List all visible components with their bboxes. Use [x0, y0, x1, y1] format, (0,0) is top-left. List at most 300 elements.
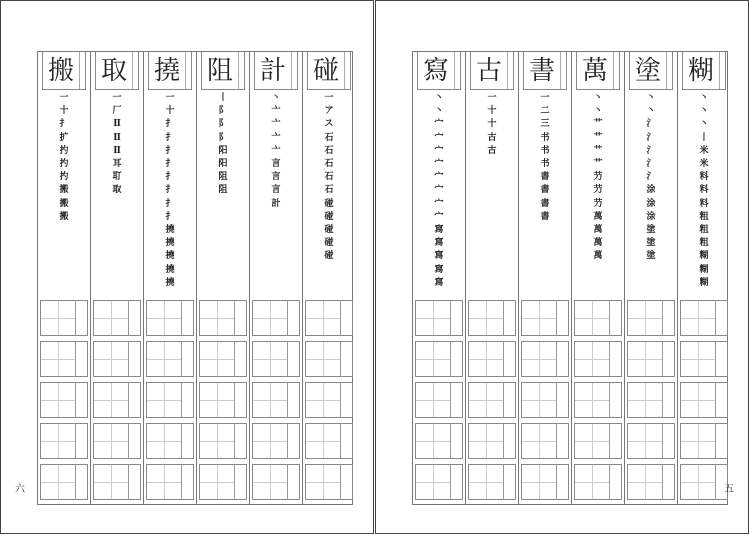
character-header-box: [417, 52, 461, 90]
stroke-step: 书: [540, 159, 550, 170]
right-practice-grid: [412, 51, 728, 505]
practice-box[interactable]: [627, 464, 675, 500]
stroke-step: 耳: [112, 159, 122, 170]
practice-box[interactable]: [40, 423, 88, 459]
character-header-box: [523, 52, 567, 90]
practice-box[interactable]: [468, 341, 516, 377]
model-character: 古: [471, 52, 508, 89]
stroke-step: 一: [487, 93, 497, 103]
stroke-step: 搬: [59, 185, 69, 196]
writing-square[interactable]: [416, 342, 451, 376]
character-header-box: [470, 52, 514, 90]
stroke-step: 碰: [324, 198, 334, 209]
practice-box[interactable]: [680, 341, 728, 377]
practice-box[interactable]: [40, 464, 88, 500]
practice-box[interactable]: [680, 423, 728, 459]
practice-box[interactable]: [199, 341, 247, 377]
character-header-box: [682, 52, 726, 90]
stroke-step: 石: [324, 172, 334, 183]
writing-square[interactable]: [628, 342, 663, 376]
stroke-step: 碰: [324, 225, 334, 236]
practice-box[interactable]: [521, 382, 569, 418]
stroke-step: 塗: [646, 225, 656, 236]
stroke-step: 萬: [593, 211, 603, 222]
model-character: 萬: [577, 52, 614, 89]
stroke-order-sequence: [250, 92, 302, 211]
practice-box[interactable]: [574, 382, 622, 418]
right-page-number: 五: [724, 484, 734, 495]
writing-square[interactable]: [200, 342, 235, 376]
writing-square[interactable]: [681, 465, 716, 499]
writing-square[interactable]: [253, 424, 288, 458]
stroke-step: 寫: [434, 264, 444, 275]
stroke-order-column: [218, 92, 227, 198]
stroke-order-sequence: [572, 92, 624, 264]
practice-box[interactable]: [627, 300, 675, 336]
stroke-order-sequence: [144, 92, 196, 290]
stroke-step: 書: [540, 172, 550, 183]
stroke-step: 搬: [59, 211, 69, 222]
stroke-step: 三: [540, 119, 550, 130]
character-column: [465, 52, 518, 504]
character-column: [143, 52, 196, 504]
character-column: [196, 52, 249, 504]
stroke-step: 十: [59, 106, 69, 117]
stroke-step: 扚: [59, 172, 69, 183]
character-header-box: [576, 52, 620, 90]
stroke-step: 料: [699, 198, 709, 209]
stroke-step: 米: [699, 145, 709, 156]
practice-box[interactable]: [468, 382, 516, 418]
writing-square[interactable]: [200, 465, 235, 499]
stroke-step: 阳: [218, 159, 228, 170]
practice-box[interactable]: [521, 464, 569, 500]
model-character: 撓: [149, 52, 186, 89]
stroke-step: 丶: [699, 106, 709, 117]
character-header-box: [254, 52, 298, 90]
writing-square[interactable]: [575, 465, 610, 499]
practice-box[interactable]: [199, 464, 247, 500]
practice-box[interactable]: [93, 423, 141, 459]
stroke-step: 料: [699, 172, 709, 183]
writing-square[interactable]: [253, 301, 288, 335]
character-column: [90, 52, 143, 504]
stroke-step: 萬: [593, 251, 603, 262]
stroke-step: 古: [487, 145, 497, 156]
stroke-step: 丶: [699, 93, 709, 103]
stroke-order-column: [59, 92, 68, 224]
stroke-step: 石: [324, 145, 334, 156]
writing-square[interactable]: [253, 465, 288, 499]
stroke-step: 言: [271, 172, 281, 183]
writing-square[interactable]: [469, 301, 504, 335]
writing-square[interactable]: [416, 424, 451, 458]
stroke-step: 亠: [271, 106, 281, 117]
stroke-step: 一: [165, 93, 175, 103]
practice-box[interactable]: [146, 300, 194, 336]
stroke-step: 十: [487, 119, 497, 130]
model-character: 阻: [202, 52, 239, 89]
stroke-step: 言: [271, 159, 281, 170]
writing-square[interactable]: [253, 342, 288, 376]
stroke-step: 撓: [165, 264, 175, 275]
writing-square[interactable]: [681, 383, 716, 417]
stroke-step: 撓: [165, 251, 175, 262]
character-header-box: [148, 52, 192, 90]
writing-square[interactable]: [41, 424, 76, 458]
character-column: [624, 52, 677, 504]
practice-box[interactable]: [252, 341, 300, 377]
writing-square[interactable]: [200, 301, 235, 335]
stroke-step: 米: [699, 159, 709, 170]
practice-box[interactable]: [40, 341, 88, 377]
stroke-step: 扚: [59, 145, 69, 156]
stroke-order-sequence: [413, 92, 465, 290]
stroke-step: 厂: [112, 106, 122, 117]
writing-square[interactable]: [628, 424, 663, 458]
writing-square[interactable]: [628, 301, 663, 335]
stroke-step: 萬: [593, 238, 603, 249]
character-column: [37, 52, 90, 504]
writing-square[interactable]: [628, 383, 663, 417]
practice-box[interactable]: [93, 341, 141, 377]
writing-square[interactable]: [306, 465, 341, 499]
stroke-step: 一: [324, 93, 334, 103]
writing-square[interactable]: [681, 301, 716, 335]
practice-box[interactable]: [468, 464, 516, 500]
practice-box[interactable]: [305, 382, 353, 418]
stroke-step: 芀: [593, 185, 603, 196]
practice-box[interactable]: [521, 341, 569, 377]
writing-square[interactable]: [94, 424, 129, 458]
stroke-step: 丨: [699, 132, 709, 143]
stroke-step: 艹: [593, 119, 603, 130]
stroke-order-sequence: [38, 92, 90, 224]
writing-square[interactable]: [94, 342, 129, 376]
stroke-step: 丶: [646, 93, 656, 103]
writing-square[interactable]: [469, 342, 504, 376]
stroke-step: 艹: [593, 159, 603, 170]
stroke-step: 亠: [271, 132, 281, 143]
stroke-step: 宀: [434, 185, 444, 196]
stroke-step: 塗: [646, 238, 656, 249]
stroke-step: Ⅱ: [113, 119, 121, 130]
stroke-step: 寫: [434, 225, 444, 236]
stroke-step: 丶: [434, 106, 444, 117]
writing-square[interactable]: [575, 342, 610, 376]
writing-square[interactable]: [681, 424, 716, 458]
writing-square[interactable]: [306, 383, 341, 417]
stroke-step: 扌: [165, 211, 175, 222]
stroke-step: ス: [324, 119, 334, 130]
stroke-step: 十: [487, 106, 497, 117]
stroke-step: 撓: [165, 277, 175, 288]
stroke-step: 耵: [112, 172, 122, 183]
practice-box[interactable]: [146, 382, 194, 418]
stroke-step: 丨: [218, 93, 228, 103]
stroke-step: 氵: [646, 172, 656, 183]
practice-box[interactable]: [252, 464, 300, 500]
writing-square[interactable]: [469, 424, 504, 458]
stroke-order-sequence: [625, 92, 677, 264]
model-character: 寫: [418, 52, 455, 89]
stroke-step: 寫: [434, 277, 444, 288]
character-column: [302, 52, 355, 504]
practice-box[interactable]: [415, 382, 463, 418]
stroke-step: 萬: [593, 225, 603, 236]
writing-square[interactable]: [41, 342, 76, 376]
stroke-order-column: [646, 92, 655, 264]
stroke-step: 宀: [434, 198, 444, 209]
stroke-step: 撓: [165, 238, 175, 249]
stroke-step: 扌: [165, 132, 175, 143]
practice-box[interactable]: [574, 464, 622, 500]
stroke-step: 涂: [646, 185, 656, 196]
stroke-order-column: [699, 92, 708, 290]
stroke-step: 料: [699, 185, 709, 196]
stroke-step: 計: [271, 198, 281, 209]
stroke-step: 二: [540, 106, 550, 117]
stroke-step: 糊: [699, 251, 709, 262]
character-column: [677, 52, 730, 504]
practice-box[interactable]: [521, 300, 569, 336]
character-header-box: [201, 52, 245, 90]
stroke-order-sequence: [197, 92, 249, 198]
writing-square[interactable]: [469, 465, 504, 499]
writing-square[interactable]: [306, 424, 341, 458]
stroke-step: 書: [540, 198, 550, 209]
stroke-step: 粗: [699, 225, 709, 236]
character-header-box: [307, 52, 351, 90]
stroke-step: 書: [540, 185, 550, 196]
practice-box[interactable]: [40, 300, 88, 336]
stroke-step: 撓: [165, 225, 175, 236]
writing-square[interactable]: [94, 465, 129, 499]
stroke-step: 扌: [165, 159, 175, 170]
stroke-step: 艹: [593, 132, 603, 143]
stroke-step: 寫: [434, 251, 444, 262]
stroke-step: 寫: [434, 238, 444, 249]
stroke-step: 言: [271, 185, 281, 196]
practice-box[interactable]: [415, 341, 463, 377]
stroke-order-sequence: [303, 92, 355, 264]
character-header-box: [95, 52, 139, 90]
character-column: [249, 52, 302, 504]
practice-box[interactable]: [680, 464, 728, 500]
stroke-step: 氵: [646, 145, 656, 156]
practice-box[interactable]: [415, 300, 463, 336]
practice-box[interactable]: [521, 423, 569, 459]
stroke-step: 丶: [271, 93, 281, 103]
stroke-step: 氵: [646, 159, 656, 170]
model-character: 書: [524, 52, 561, 89]
writing-square[interactable]: [522, 301, 557, 335]
model-character: 碰: [308, 52, 345, 89]
practice-box[interactable]: [252, 382, 300, 418]
writing-square[interactable]: [200, 424, 235, 458]
stroke-order-sequence: [91, 92, 143, 198]
stroke-step: 书: [540, 132, 550, 143]
practice-box[interactable]: [93, 464, 141, 500]
writing-square[interactable]: [681, 342, 716, 376]
model-character: 取: [96, 52, 133, 89]
stroke-step: 宀: [434, 132, 444, 143]
writing-square[interactable]: [147, 301, 182, 335]
stroke-step: 取: [112, 185, 122, 196]
practice-box[interactable]: [680, 300, 728, 336]
stroke-order-column: [271, 92, 280, 211]
writing-square[interactable]: [522, 383, 557, 417]
stroke-step: 宀: [434, 211, 444, 222]
stroke-step: Ⅱ: [113, 132, 121, 143]
stroke-step: 石: [324, 185, 334, 196]
stroke-step: 扌: [165, 172, 175, 183]
stroke-step: 書: [540, 211, 550, 222]
practice-box[interactable]: [574, 423, 622, 459]
character-column: [412, 52, 465, 504]
practice-box[interactable]: [415, 464, 463, 500]
practice-box[interactable]: [40, 382, 88, 418]
stroke-step: 扌: [59, 119, 69, 130]
practice-box[interactable]: [574, 300, 622, 336]
writing-square[interactable]: [522, 342, 557, 376]
practice-box[interactable]: [680, 382, 728, 418]
stroke-step: 涂: [646, 198, 656, 209]
stroke-step: 书: [540, 145, 550, 156]
character-header-box: [629, 52, 673, 90]
writing-square[interactable]: [628, 465, 663, 499]
practice-box[interactable]: [415, 423, 463, 459]
practice-box[interactable]: [146, 464, 194, 500]
writing-square[interactable]: [94, 383, 129, 417]
writing-square[interactable]: [416, 301, 451, 335]
writing-square[interactable]: [147, 342, 182, 376]
practice-box[interactable]: [574, 341, 622, 377]
writing-square[interactable]: [200, 383, 235, 417]
writing-square[interactable]: [147, 465, 182, 499]
practice-box[interactable]: [199, 300, 247, 336]
stroke-step: 氵: [646, 119, 656, 130]
writing-square[interactable]: [41, 465, 76, 499]
stroke-step: 阳: [218, 145, 228, 156]
stroke-step: 一: [59, 93, 69, 103]
writing-square[interactable]: [94, 301, 129, 335]
stroke-order-sequence: [678, 92, 730, 290]
stroke-step: 亠: [271, 119, 281, 130]
practice-box[interactable]: [93, 382, 141, 418]
model-character: 糊: [683, 52, 720, 89]
stroke-step: 丶: [646, 106, 656, 117]
stroke-order-sequence: [519, 92, 571, 224]
writing-square[interactable]: [306, 301, 341, 335]
practice-box[interactable]: [627, 382, 675, 418]
stroke-order-column: [434, 92, 443, 290]
practice-box[interactable]: [468, 423, 516, 459]
practice-box[interactable]: [305, 341, 353, 377]
stroke-step: 宀: [434, 172, 444, 183]
stroke-order-sequence: [466, 92, 518, 158]
stroke-step: 涂: [646, 211, 656, 222]
practice-box[interactable]: [199, 423, 247, 459]
model-character: 搬: [43, 52, 80, 89]
stroke-step: 扌: [165, 145, 175, 156]
stroke-step: 碰: [324, 251, 334, 262]
practice-box[interactable]: [199, 382, 247, 418]
stroke-order-column: [112, 92, 121, 198]
stroke-step: 扌: [165, 119, 175, 130]
stroke-step: 阻: [218, 172, 228, 183]
stroke-step: 扩: [59, 132, 69, 143]
writing-square[interactable]: [306, 342, 341, 376]
writing-square[interactable]: [147, 383, 182, 417]
practice-box[interactable]: [305, 300, 353, 336]
practice-box[interactable]: [627, 341, 675, 377]
stroke-step: 丶: [593, 106, 603, 117]
practice-box[interactable]: [468, 300, 516, 336]
stroke-step: 石: [324, 132, 334, 143]
writing-square[interactable]: [575, 301, 610, 335]
stroke-step: 宀: [434, 119, 444, 130]
writing-square[interactable]: [522, 424, 557, 458]
stroke-step: 粗: [699, 211, 709, 222]
practice-box[interactable]: [252, 300, 300, 336]
left-page-number: 六: [15, 484, 25, 495]
character-column: [571, 52, 624, 504]
right-page: [375, 0, 749, 534]
character-column: [518, 52, 571, 504]
character-header-box: [42, 52, 86, 90]
stroke-step: 阝: [218, 132, 228, 143]
writing-square[interactable]: [41, 301, 76, 335]
stroke-step: 碰: [324, 238, 334, 249]
stroke-step: 糊: [699, 277, 709, 288]
writing-square[interactable]: [147, 424, 182, 458]
stroke-step: 宀: [434, 145, 444, 156]
stroke-step: 芀: [593, 172, 603, 183]
writing-square[interactable]: [575, 424, 610, 458]
writing-square[interactable]: [416, 465, 451, 499]
stroke-step: 丶: [593, 93, 603, 103]
practice-box[interactable]: [93, 300, 141, 336]
left-practice-grid: [37, 51, 353, 505]
stroke-step: 粗: [699, 238, 709, 249]
writing-square[interactable]: [522, 465, 557, 499]
stroke-step: 一: [112, 93, 122, 103]
left-page: [0, 0, 374, 534]
stroke-order-column: [324, 92, 333, 264]
stroke-step: 扚: [59, 159, 69, 170]
stroke-step: 碰: [324, 211, 334, 222]
model-character: 計: [255, 52, 292, 89]
stroke-step: 芀: [593, 198, 603, 209]
writing-square[interactable]: [41, 383, 76, 417]
writing-square[interactable]: [253, 383, 288, 417]
stroke-step: 塗: [646, 251, 656, 262]
practice-box[interactable]: [252, 423, 300, 459]
writing-square[interactable]: [416, 383, 451, 417]
writing-square[interactable]: [575, 383, 610, 417]
practice-box[interactable]: [305, 423, 353, 459]
practice-box[interactable]: [627, 423, 675, 459]
writing-square[interactable]: [469, 383, 504, 417]
stroke-step: 阝: [218, 106, 228, 117]
stroke-order-column: [540, 92, 549, 224]
practice-box[interactable]: [146, 341, 194, 377]
stroke-step: 扌: [165, 198, 175, 209]
practice-box[interactable]: [305, 464, 353, 500]
practice-box[interactable]: [146, 423, 194, 459]
stroke-step: 宀: [434, 159, 444, 170]
